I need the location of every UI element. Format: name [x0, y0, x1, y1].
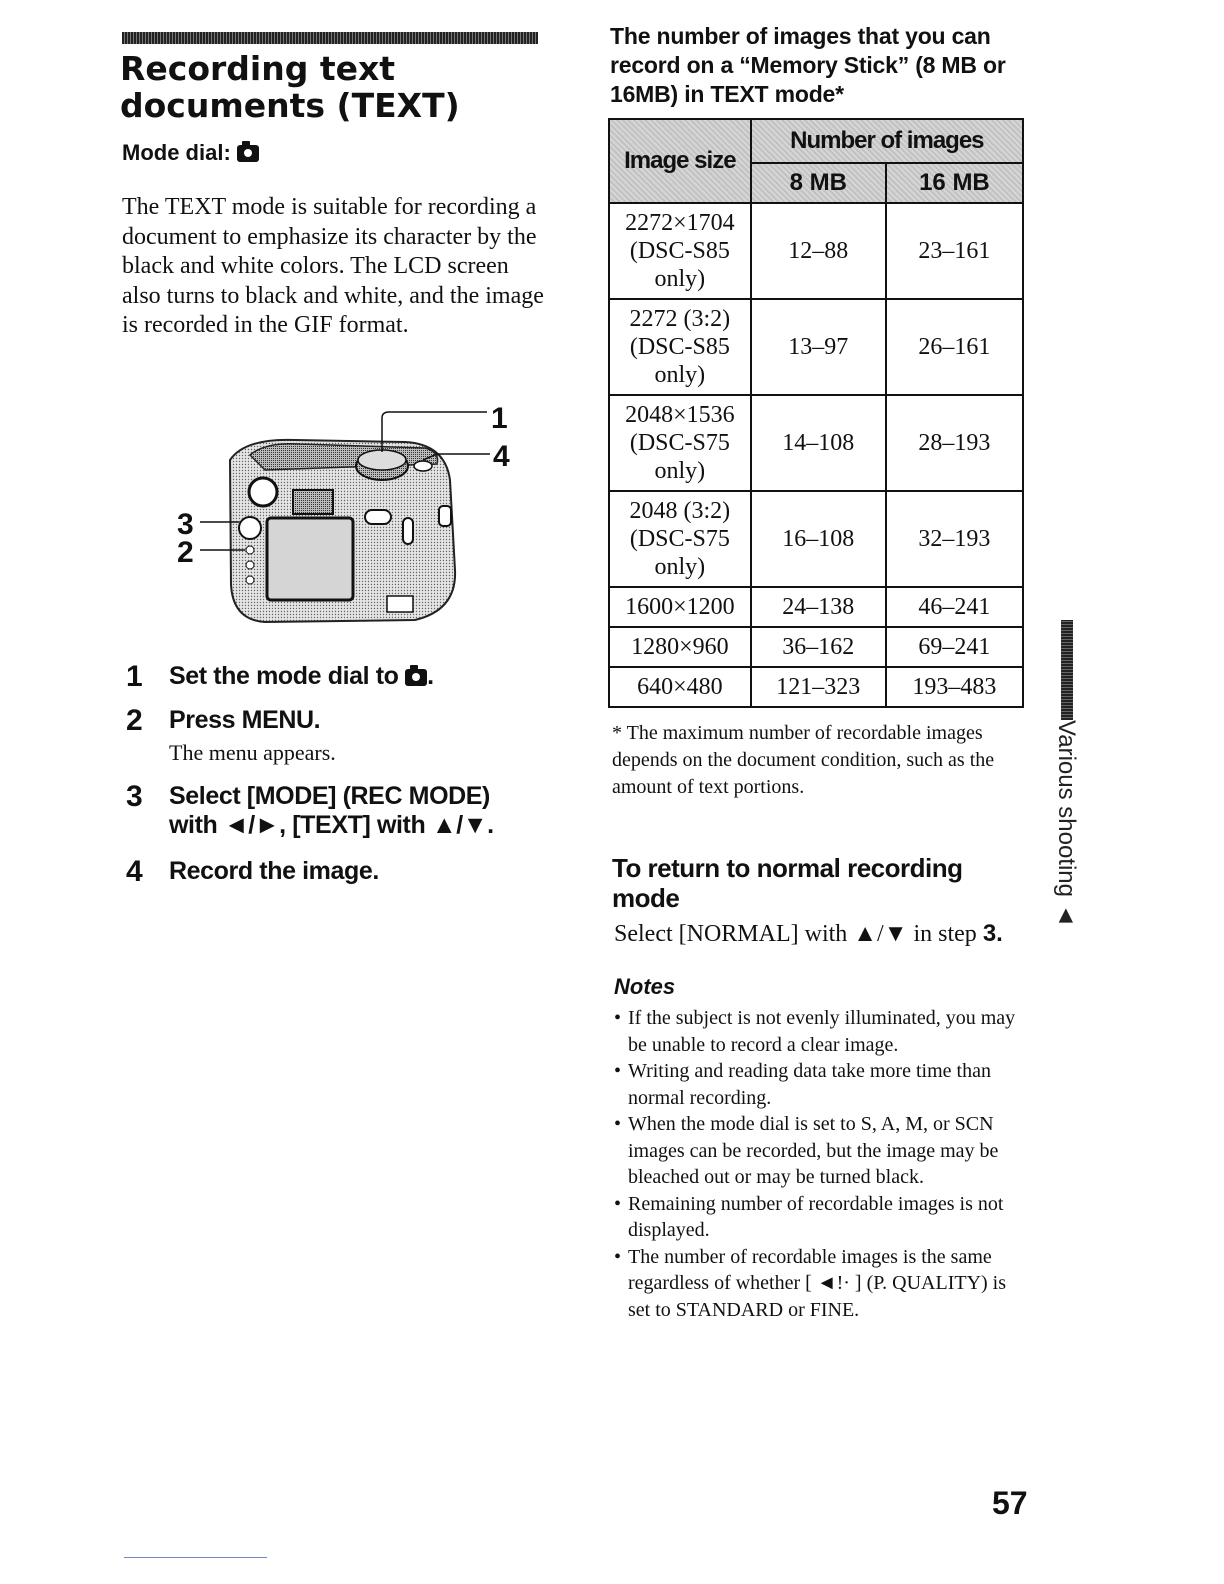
size-cell: 1600×1200 [609, 587, 751, 627]
count-16mb-cell: 193–483 [886, 667, 1023, 707]
callout-2: 2 [177, 536, 194, 569]
image-count-table [608, 118, 1024, 708]
step-text [169, 782, 494, 840]
count-8mb-cell: 14–108 [751, 395, 886, 491]
size-line: only) [654, 554, 706, 580]
step-text: Press MENU. [169, 706, 321, 734]
step-number: 2 [126, 704, 143, 737]
size-line: (DSC-S85 [629, 238, 730, 264]
count-16mb-cell: 26–161 [886, 299, 1023, 395]
table-row [609, 299, 1023, 395]
step-text [169, 662, 434, 691]
count-16mb-cell: 23–161 [886, 203, 1023, 299]
table-row [609, 203, 1023, 299]
callout-3: 3 [177, 508, 194, 541]
size-line: (DSC-S75 [629, 526, 730, 552]
camera-icon [405, 669, 427, 686]
return-text [614, 920, 1003, 948]
step-text: Record the image. [169, 857, 379, 885]
size-cell [609, 491, 751, 587]
header-image-size: Image size [609, 119, 751, 203]
step-3-line-2: with ◄/►, [TEXT] with ▲/▼. [169, 811, 494, 839]
camera-illustration [175, 400, 515, 640]
size-cell: 1280×960 [609, 627, 751, 667]
size-line: (DSC-S85 [629, 334, 730, 360]
count-16mb-cell: 69–241 [886, 627, 1023, 667]
return-step-ref: 3. [982, 920, 1003, 947]
camera-icon [237, 145, 259, 162]
callout-4: 4 [493, 440, 510, 473]
notes-list [612, 1005, 1032, 1323]
size-cell [609, 203, 751, 299]
side-tab-label: Various shooting ◄ [1053, 720, 1080, 928]
table-footnote: * The maximum number of recordable images depends on the document condition, such as the amount of text portions. [612, 722, 995, 798]
note-item: • When the mode dial is set to S, A, M, or SCN images can be recorded, but the image may be bleached out or may be turned black. [612, 1111, 1032, 1191]
size-line: only) [654, 362, 706, 388]
header-8mb: 8 MB [751, 163, 886, 203]
size-line: 2048×1536 [625, 402, 735, 428]
table-row [609, 667, 1023, 707]
count-8mb-cell: 16–108 [751, 491, 886, 587]
note-item: • Remaining number of recordable images is not displayed. [612, 1191, 1032, 1244]
header-number-of-images: Number of images [751, 119, 1023, 163]
step-subtext: The menu appears. [169, 740, 336, 765]
header-16mb: 16 MB [886, 163, 1023, 203]
table-row [609, 491, 1023, 587]
step-number: 3 [126, 780, 143, 813]
size-line: 2272×1704 [625, 210, 735, 236]
mode-dial-line [122, 140, 259, 166]
size-cell [609, 299, 751, 395]
count-16mb-cell: 32–193 [886, 491, 1023, 587]
step-number: 4 [126, 855, 143, 888]
callout-1: 1 [491, 402, 508, 435]
mode-dial-label: Mode dial: [122, 140, 231, 165]
page-number: 57 [992, 1485, 1028, 1521]
step-number: 1 [126, 660, 143, 693]
notes-heading: Notes [614, 974, 676, 999]
page-title: Recording text documents (TEXT) [120, 49, 460, 125]
count-16mb-cell: 46–241 [886, 587, 1023, 627]
note-item: • The number of recordable images is the same regardless of whether [ ◄!· ] (P. QUALITY) is set to STANDARD or FINE. [612, 1244, 1032, 1324]
note-item: • If the subject is not evenly illuminated, you may be unable to record a clear image. [612, 1005, 1032, 1058]
count-8mb-cell: 13–97 [751, 299, 886, 395]
return-heading: To return to normal recording mode [612, 853, 963, 913]
table-row [609, 587, 1023, 627]
step-3-line-1: Select [MODE] (REC MODE) [169, 782, 490, 810]
note-item: • Writing and reading data take more time than normal recording. [612, 1058, 1032, 1111]
return-instruction: Select [NORMAL] with ▲/▼ in step [614, 921, 977, 947]
title-decor-bar [122, 32, 538, 44]
bottom-rule [124, 1557, 267, 1558]
step-1-label: Set the mode dial to [169, 662, 399, 690]
size-cell [609, 395, 751, 491]
size-line: only) [654, 266, 706, 292]
size-line: 2048 (3:2) [629, 498, 731, 524]
count-8mb-cell: 36–162 [751, 627, 886, 667]
count-8mb-cell: 24–138 [751, 587, 886, 627]
table-row [609, 395, 1023, 491]
side-tab-bar [1061, 620, 1073, 720]
table-row [609, 627, 1023, 667]
size-cell: 640×480 [609, 667, 751, 707]
size-line: 2272 (3:2) [629, 306, 731, 332]
table-heading: The number of images that you can record on a “Memory Stick” (8 MB or 16MB) in TEXT mode* [610, 23, 1006, 107]
size-line: (DSC-S75 [629, 430, 730, 456]
count-8mb-cell: 12–88 [751, 203, 886, 299]
step-1-suffix: . [427, 662, 434, 690]
size-line: only) [654, 458, 706, 484]
count-8mb-cell: 121–323 [751, 667, 886, 707]
count-16mb-cell: 28–193 [886, 395, 1023, 491]
intro-paragraph: The TEXT mode is suitable for recording a document to emphasize its character by the black and white colors. The LCD screen also turns to black and white, and the image is recorded in the GIF format. [122, 194, 544, 339]
